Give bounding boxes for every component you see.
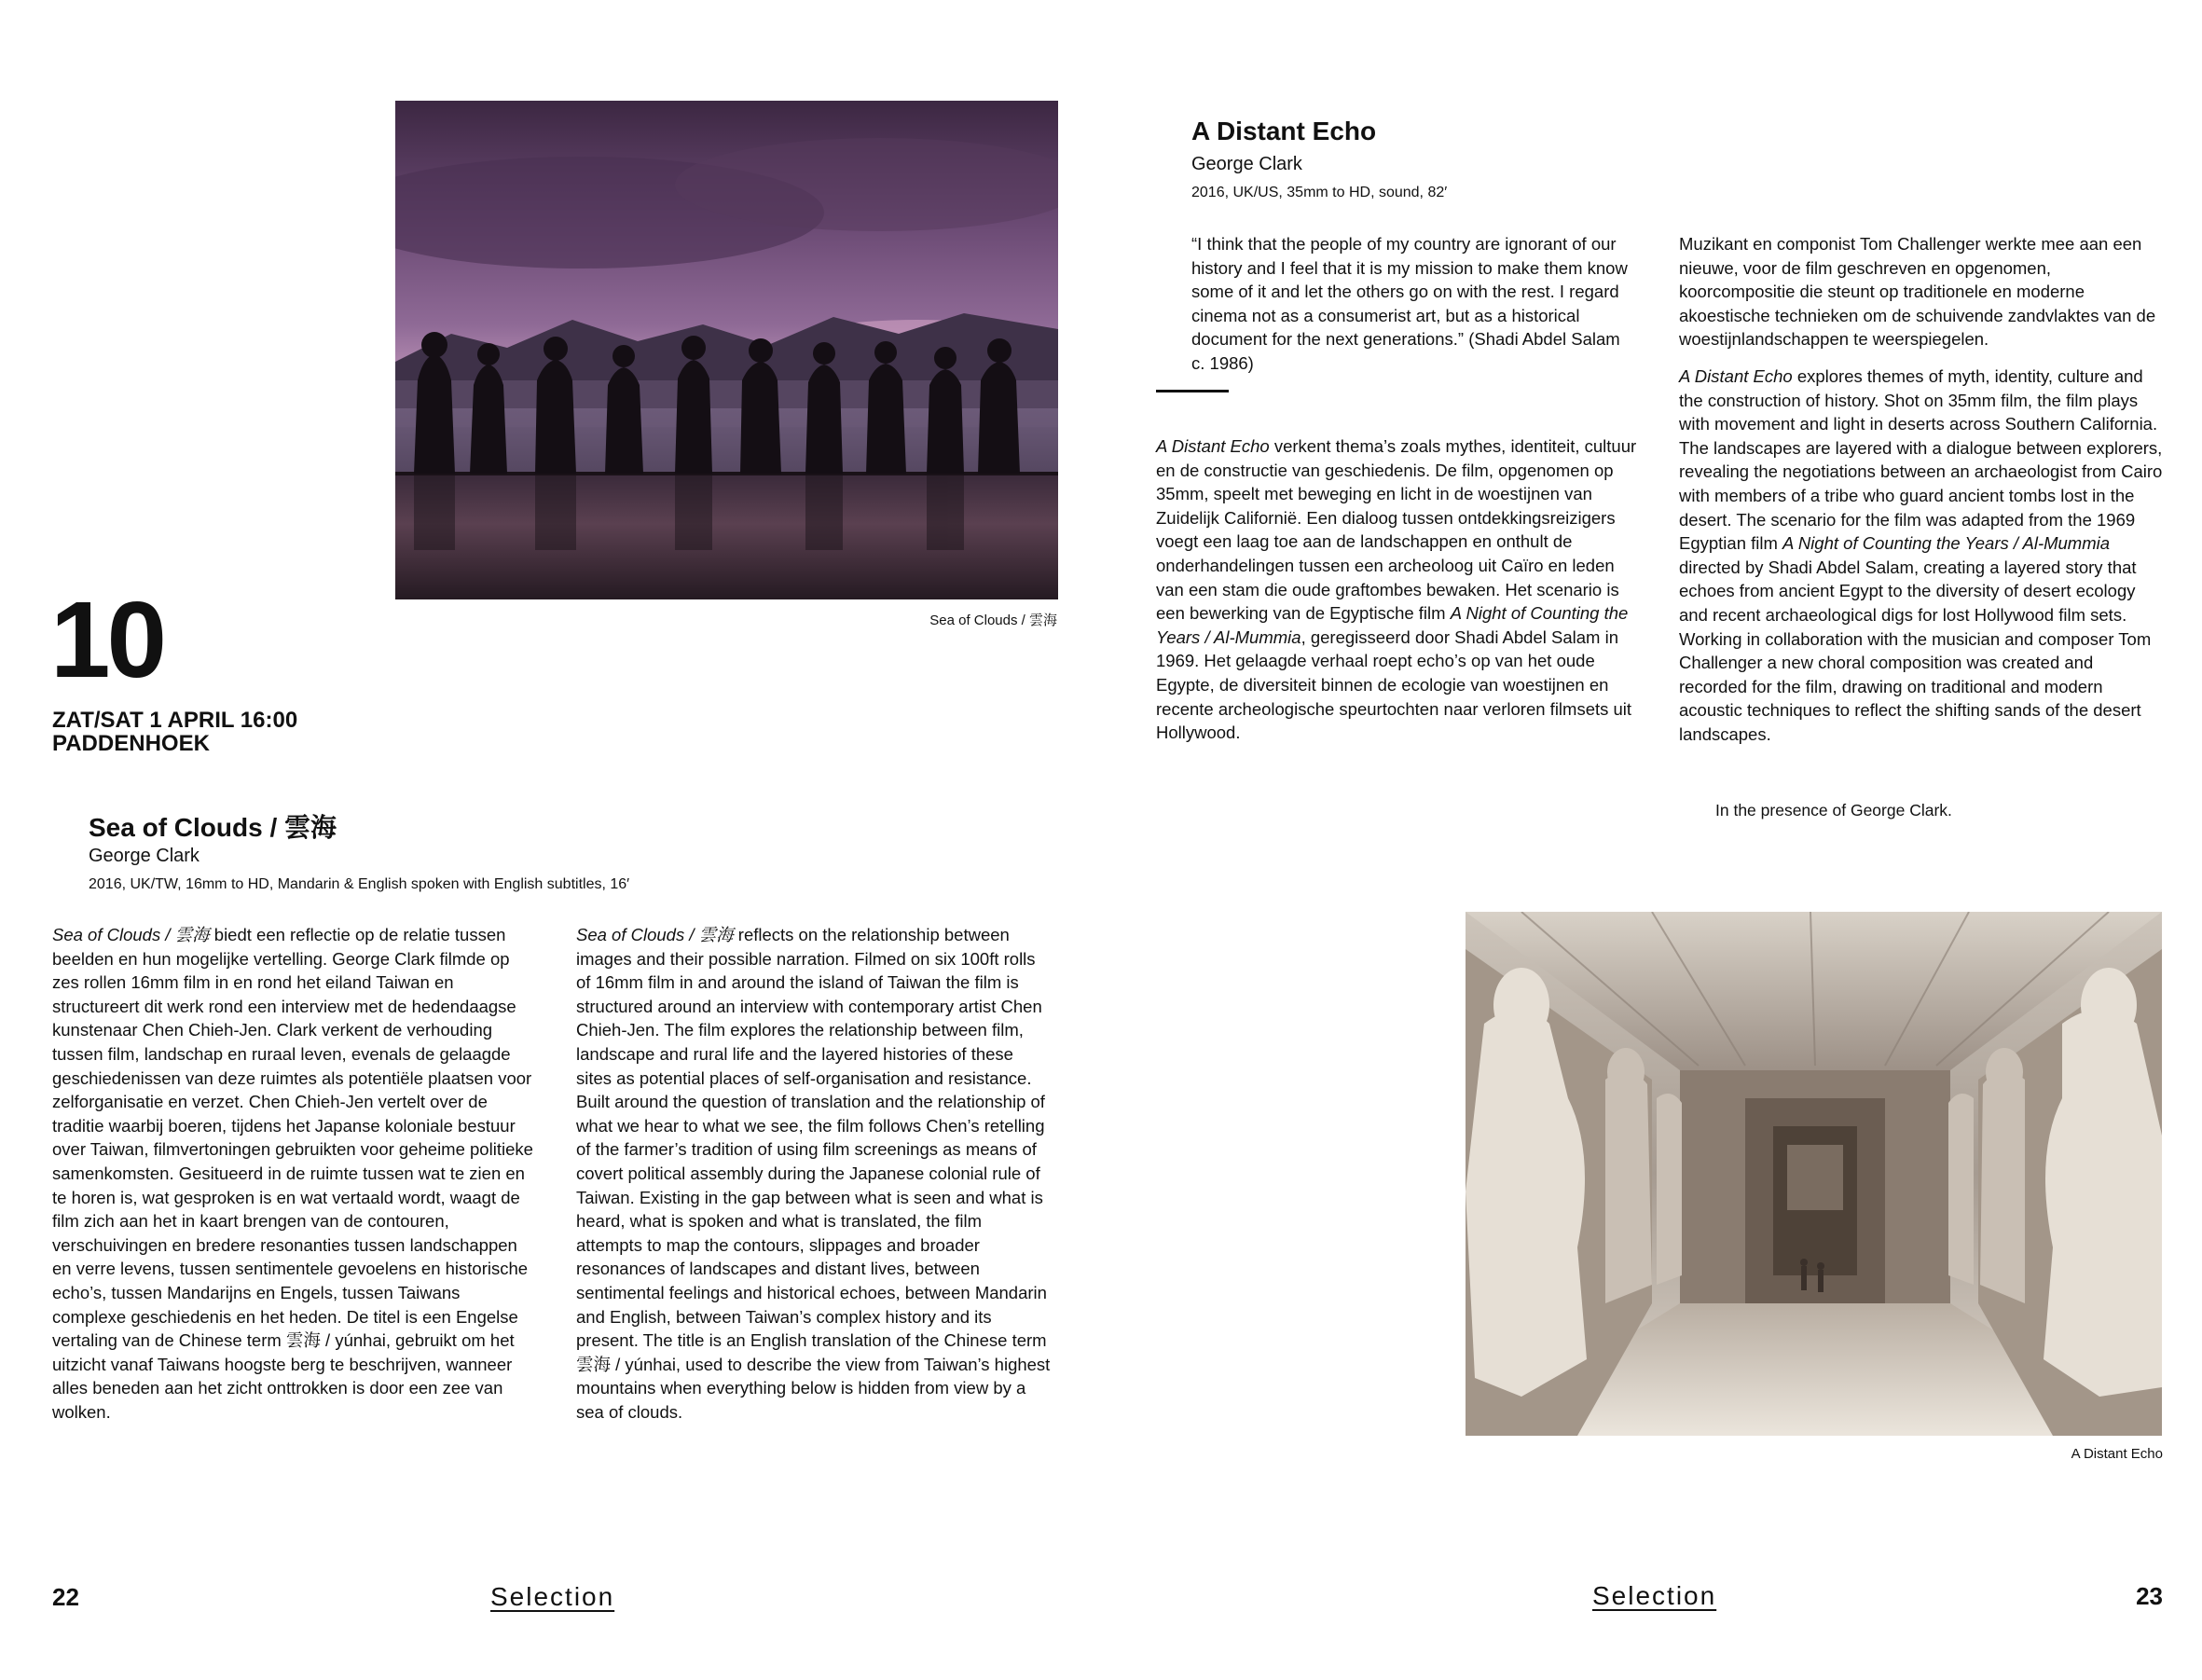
shadi-abdel-salam-quote: “I think that the people of my country are ignorant of our history and I feel that it is my mission to make them know some of it and let the others go on with the rest. I regard cinema not as a consumerist art, but as a historical document for the next generations.” (Shadi Abdel Salam c. 1986) bbox=[1191, 234, 1628, 373]
sea-of-clouds-director: George Clark bbox=[89, 846, 200, 866]
sea-of-clouds-english-text bbox=[576, 923, 1052, 1424]
distant-echo-english-text bbox=[1679, 365, 2164, 747]
distant-echo-english-em-film: A Night of Counting the Years / Al-Mummia bbox=[1782, 533, 2111, 554]
section-label-left: Selection bbox=[490, 1582, 615, 1611]
sea-of-clouds-title: Sea of Clouds / 雲海 bbox=[89, 813, 337, 842]
sea-of-clouds-english-em: Sea of Clouds / 雲海 bbox=[576, 925, 734, 944]
distant-echo-dutch-music-text: Muzikant en componist Tom Challenger werkte mee aan een nieuwe, voor de film geschreven en opgenomen, koorcompositie die steunt op traditionele en moderne akoestische technieken om de schuivende zandvlaktes van de woestijnlandschappen te weerspiegelen. bbox=[1679, 234, 2156, 350]
distant-echo-english-body-2: directed by Shadi Abdel Salam, creating a layered story that echoes from ancient Egypt to the diversity of desert ecology and recent archaeological digs for lost Hollywood film sets. Working in collaboration with the musician and composer Tom Challenger a new choral composition was created and recorded for the film, drawing on traditional and modern acoustic techniques to reflect the shifting sands of the desert landscapes. bbox=[1679, 557, 2152, 744]
sea-of-clouds-photo bbox=[395, 101, 1058, 599]
page-number-left: 22 bbox=[52, 1583, 79, 1611]
distant-echo-dutch-text bbox=[1156, 434, 1641, 745]
event-venue: PADDENHOEK bbox=[52, 731, 210, 756]
sea-of-clouds-english-body: reflects on the relationship between images and their possible narration. Filmed on six 100ft rolls of 16mm film in and around the island of Taiwan the film is structured around an interview with contemporary artist Chen Chieh-Jen. The film explores the relationship between film, landscape and rural life and the layered histories of these sites as potential places of self-organisation and resistance. Built around the question of translation and the relationship of what we hear to what we see, the film follows Chen’s retelling of the farmer’s tradition of using film screenings as means of covert political assembly during the Japanese colonial rule of Taiwan. Existing in the gap between what is seen and what is heard, what is spoken and what is translated, the film attempts to map the contours, slippages and broader resonances of landscapes and distant lives, between sentimental feelings and historical echoes, between Mandarin and English, between Taiwan’s complex history and its present. The title is an English translation of the Chinese term 雲海 / yúnhai, used to describe the view from Taiwan’s highest mountains when everything below is hidden from view by a sea of clouds. bbox=[576, 925, 1051, 1422]
quote-divider bbox=[1156, 390, 1229, 392]
page-number-right: 23 bbox=[2136, 1582, 2163, 1610]
section-label-right: Selection bbox=[1592, 1581, 1717, 1610]
distant-echo-dutch-em-title: A Distant Echo bbox=[1156, 436, 1270, 456]
event-date: ZAT/SAT 1 APRIL 16:00 bbox=[52, 708, 298, 733]
event-number: 10 bbox=[50, 579, 164, 700]
distant-echo-english-body-1: explores themes of myth, identity, culture and the construction of history. Shot on 35mm film, the film plays with movement and light in deserts across Southern California. The landscapes are layered with a dialogue between explorers, revealing the negotiations between an archaeologist from Cairo with members of a tribe who guard ancient tombs lost in the desert. The scenario for the film was adapted from the 1969 Egyptian film bbox=[1679, 365, 2163, 554]
distant-echo-dutch-body-2: , geregisseerd door Shadi Abdel Salam in 1969. Het gelaagde verhaal roept echo’s op van het oude Egypte, de diversiteit binnen de ecologie van woestijnen en recente archeologische speurtochten naar verloren filmsets uit Hollywood. bbox=[1156, 627, 1632, 743]
sea-of-clouds-dutch-em: Sea of Clouds / 雲海 bbox=[52, 925, 210, 944]
distant-echo-dutch-em-film: A Night of Counting the Years / Al-Mummia bbox=[1156, 603, 1629, 647]
sea-of-clouds-dutch-text bbox=[52, 923, 537, 1424]
distant-echo-director: George Clark bbox=[1191, 154, 1302, 174]
distant-echo-caption: A Distant Echo bbox=[2071, 1446, 2163, 1462]
distant-echo-right-column bbox=[1679, 232, 2164, 746]
distant-echo-title: A Distant Echo bbox=[1191, 117, 1377, 145]
distant-echo-dutch-body-1: verkent thema’s zoals mythes, identiteit, cultuur en de constructie van geschiedenis. De film, opgenomen op 35mm, speelt met beweging en licht in de woestijnen van Zuidelijk Californië. Een dialoog tussen ontdekkingsreizigers voegt een laag toe aan de landschappen en onthult de onderhandelingen tussen een archeoloog uit Caïro en leden van een stam die oude graftombes bewaken. Het scenario is een bewerking van de Egyptische film bbox=[1156, 436, 1637, 624]
sea-of-clouds-specs: 2016, UK/TW, 16mm to HD, Mandarin & English spoken with English subtitles, 16′ bbox=[89, 876, 630, 892]
distant-echo-specs: 2016, UK/US, 35mm to HD, sound, 82′ bbox=[1191, 185, 1448, 200]
sea-of-clouds-dutch-body: biedt een reflectie op de relatie tussen beelden en hun mogelijke vertelling. George Clark filmde op zes rollen 16mm film in en rond het eiland Taiwan en structureert dit werk rond een interview met de hedendaagse kunstenaar Chen Chieh-Jen. Clark verkent de verhouding tussen film, landschap en ruraal leven, evenals de gelaagde geschiedenissen van deze ruimtes als potentiële plaatsen voor zelforganisatie en verzet. Chen Chieh-Jen vertelt over de traditie waarbij boeren, tijdens het Japanse koloniale bestuur over Taiwan, filmvertoningen gebruikten voor geheime politieke samenkomsten. Gesitueerd in de ruimte tussen wat te zien en te horen is, wat gesproken is en wat vertaald wordt, waagt de film zich aan het in kaart brengen van de contouren, verschuivingen en bredere resonanties tussen landschappen en verre levens, tussen sentimentele gevoelens en historische echo’s, tussen Mandarijns en Engels, tussen Taiwans complexe geschiedenis en het heden. De titel is een Engelse vertaling van de Chinese term 雲海 / yúnhai, gebruikt om het uitzicht vanaf Taiwans hoogste berg te beschrijven, wanneer alles beneden aan het zicht onttrokken is door een zee van wolken. bbox=[52, 925, 533, 1422]
distant-echo-english-em-title: A Distant Echo bbox=[1679, 365, 1793, 386]
presence-note: In the presence of George Clark. bbox=[1715, 801, 1952, 819]
distant-echo-photo bbox=[1466, 912, 2162, 1436]
sea-of-clouds-caption: Sea of Clouds / 雲海 bbox=[929, 613, 1057, 628]
